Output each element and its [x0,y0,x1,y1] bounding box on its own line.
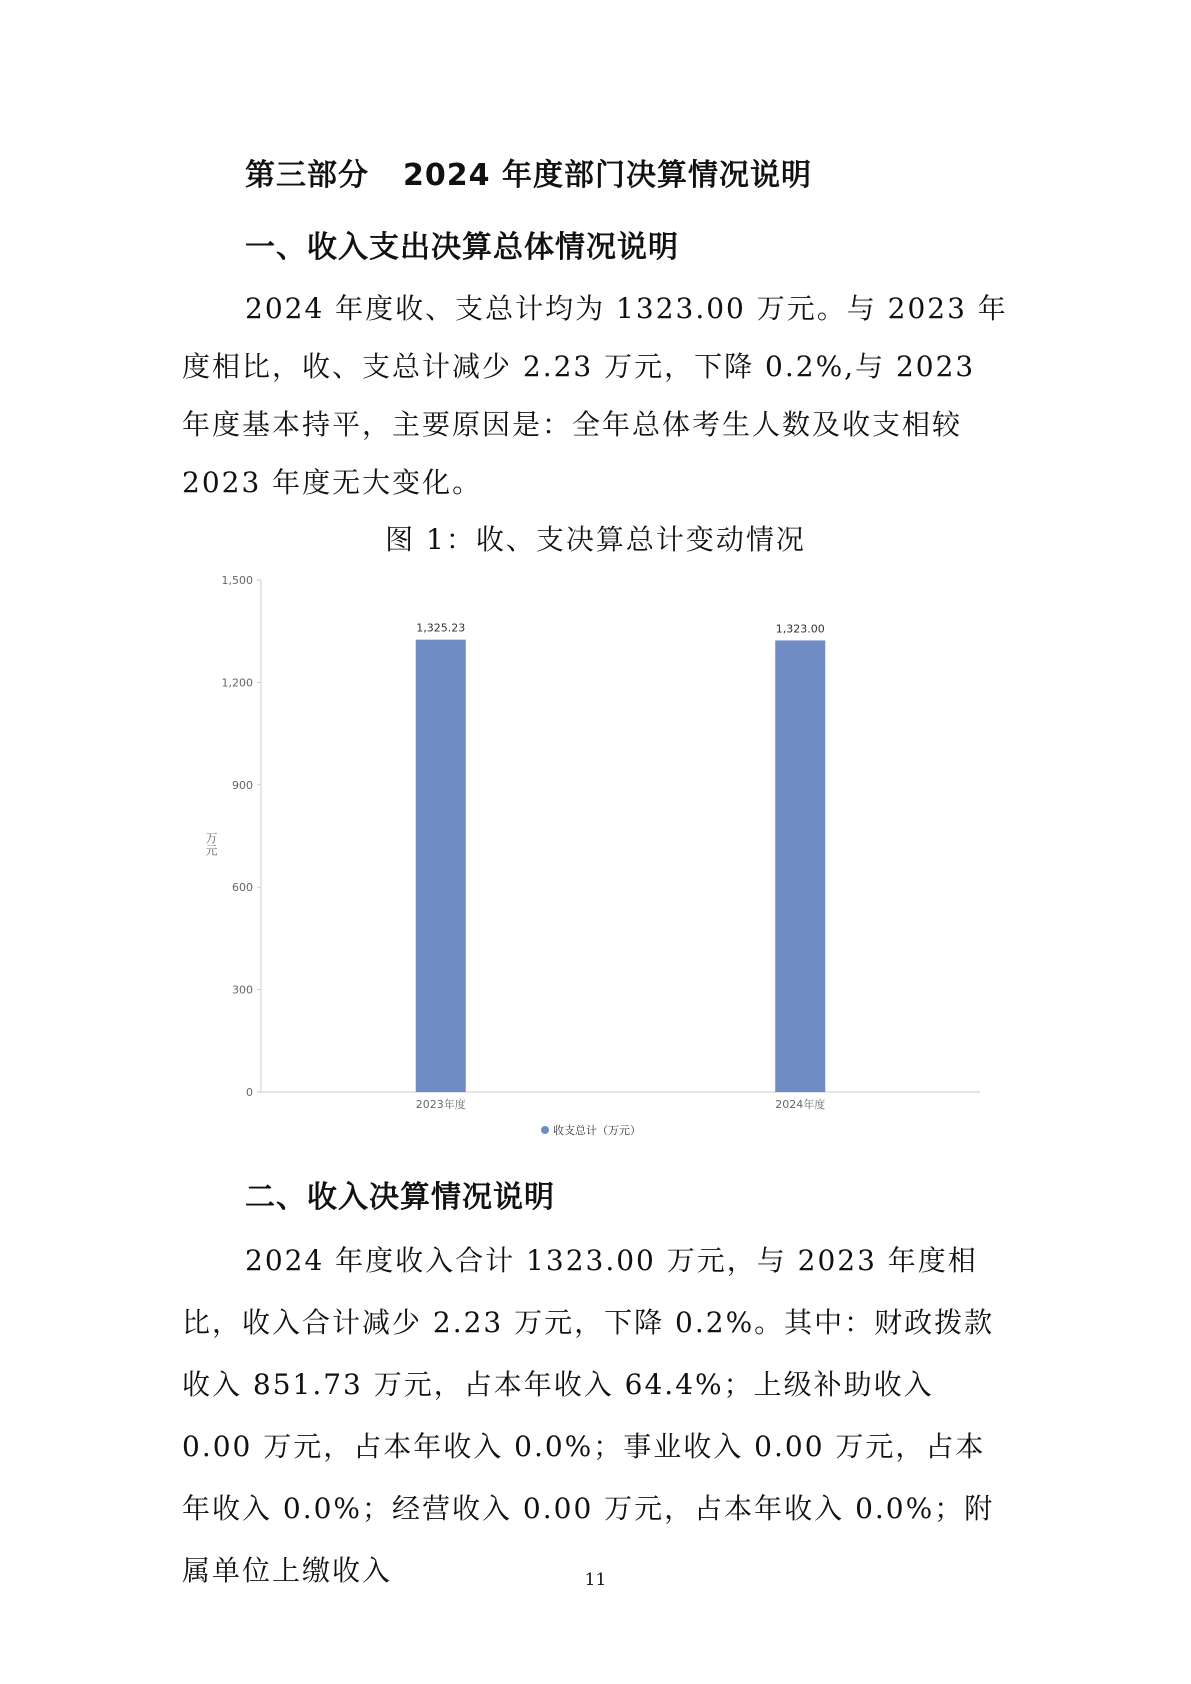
x-tick-label: 2023年度 [415,1098,466,1111]
chart-legend [541,1123,641,1137]
x-tick-labels [416,1097,826,1111]
bar-chart [195,570,995,1150]
y-tick-labels [222,574,262,1099]
section-1-paragraph [182,280,1012,512]
page-number: 11 [584,1570,607,1590]
bar-value-label: 1,323.00 [775,622,825,636]
y-tick-label: 300 [232,983,253,997]
y-tick-label: 1,500 [221,574,253,587]
section-2-heading: 二、收入决算情况说明 [245,1180,555,1215]
chart-bars [416,640,826,1092]
part-title: 2024 年度部门决算情况说明 [403,158,812,193]
section-1-text: 2024 年度收、支总计均为 1323.00 万元。与 2023 年度相比，收、支总计减少 2.23 万元，下降 0.2%,与 2023 年度基本持平，主要原因是：全年总体考生人数及收支相较 2023 年度无大变化。 [182,292,1008,499]
bar-value-labels [416,622,824,636]
chart-axes [261,580,980,1092]
part-label: 第三部分 [245,158,369,193]
y-axis-label: 万元 [204,832,218,856]
bar-value-label: 1,325.23 [416,621,466,635]
figure-caption: 图 1：收、支决算总计变动情况 [385,523,806,556]
section-1-heading: 一、收入支出决算总体情况说明 [245,230,679,265]
y-tick-label: 0 [246,1086,253,1099]
y-tick-label: 900 [232,778,253,792]
section-2-text: 2024 年度收入合计 1323.00 万元，与 2023 年度相比，收入合计减少 2.23 万元，下降 0.2%。其中：财政拨款收入 851.73 万元，占本年收入 64.4%；上级补助收入 0.00 万元，占本年收入 0.0%；事业收入 0.00 万元，占本年收入 0.0%；经营收入 0.00 万元，占本年收入 0.0%；附属单位上缴收入 [182,1244,995,1587]
bar [416,640,466,1092]
page-title [245,150,812,194]
y-tick-label: 1,200 [221,676,253,690]
section-2-paragraph [182,1230,1012,1602]
legend-label: 收支总计（万元） [553,1124,641,1137]
x-tick-label: 2024年度 [775,1098,826,1111]
y-tick-label: 600 [232,881,253,895]
legend-marker [541,1126,549,1134]
bar [775,640,825,1092]
